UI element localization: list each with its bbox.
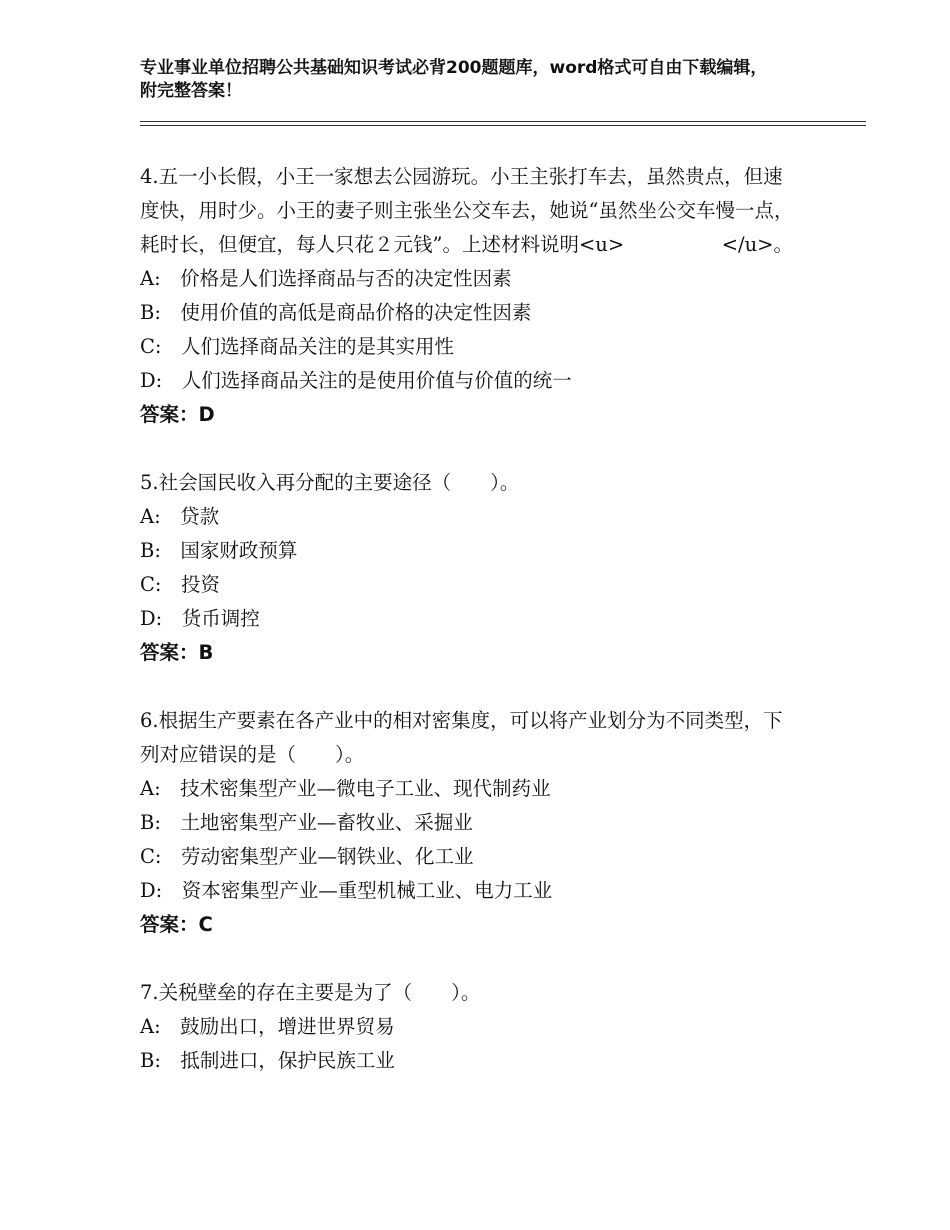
question-4 [140,160,800,432]
option-a: A: 价格是人们选择商品与否的决定性因素 [140,267,512,290]
header-divider-top [140,121,866,122]
option-b: B: 土地密集型产业—畜牧业、采掘业 [140,811,473,834]
option-d: D: 资本密集型产业—重型机械工业、电力工业 [140,879,553,902]
question-number: 6. [140,709,159,732]
option-a: A: 贷款 [140,505,220,528]
question-text: 社会国民收入再分配的主要途径（ ）。 [158,471,520,494]
document-header: 专业事业单位招聘公共基础知识考试必背200题题库，word格式可自由下载编辑，附完整答案！ [140,58,768,101]
question-number: 5. [140,471,159,494]
question-stem [140,466,800,500]
question-list [140,160,800,1112]
question-number: 4. [140,165,159,188]
question-text: 五一小长假，小王一家想去公园游玩。小王主张打车去，虽然贵点，但速度快，用时少。小王的妻子则主张坐公交车去，她说“虽然坐公交车慢一点，耗时长，但便宜，每人只花２元钱”。上述材料说明<u> </u>。 [140,165,794,256]
option-c: C: 劳动密集型产业—钢铁业、化工业 [140,845,474,868]
option-b: B: 国家财政预算 [140,539,298,562]
question-7 [140,976,800,1078]
option-b: B: 抵制进口，保护民族工业 [140,1049,395,1072]
header-divider-bottom [140,125,866,126]
question-stem [140,160,800,262]
question-stem [140,976,800,1010]
answer-line: 答案：D [140,403,215,426]
option-c: C: 人们选择商品关注的是其实用性 [140,335,454,358]
question-6 [140,704,800,942]
question-text: 关税壁垒的存在主要是为了（ ）。 [158,981,481,1004]
option-b: B: 使用价值的高低是商品价格的决定性因素 [140,301,532,324]
answer-line: 答案：C [140,913,213,936]
option-d: D: 人们选择商品关注的是使用价值与价值的统一 [140,369,572,392]
question-number: 7. [140,981,159,1004]
option-c: C: 投资 [140,573,220,596]
question-text: 根据生产要素在各产业中的相对密集度，可以将产业划分为不同类型，下列对应错误的是（ ）。 [140,709,783,766]
option-d: D: 货币调控 [140,607,260,630]
question-5 [140,466,800,670]
option-a: A: 鼓励出口，增进世界贸易 [140,1015,395,1038]
option-a: A: 技术密集型产业—微电子工业、现代制药业 [140,777,551,800]
answer-line: 答案：B [140,641,214,664]
question-stem [140,704,800,772]
